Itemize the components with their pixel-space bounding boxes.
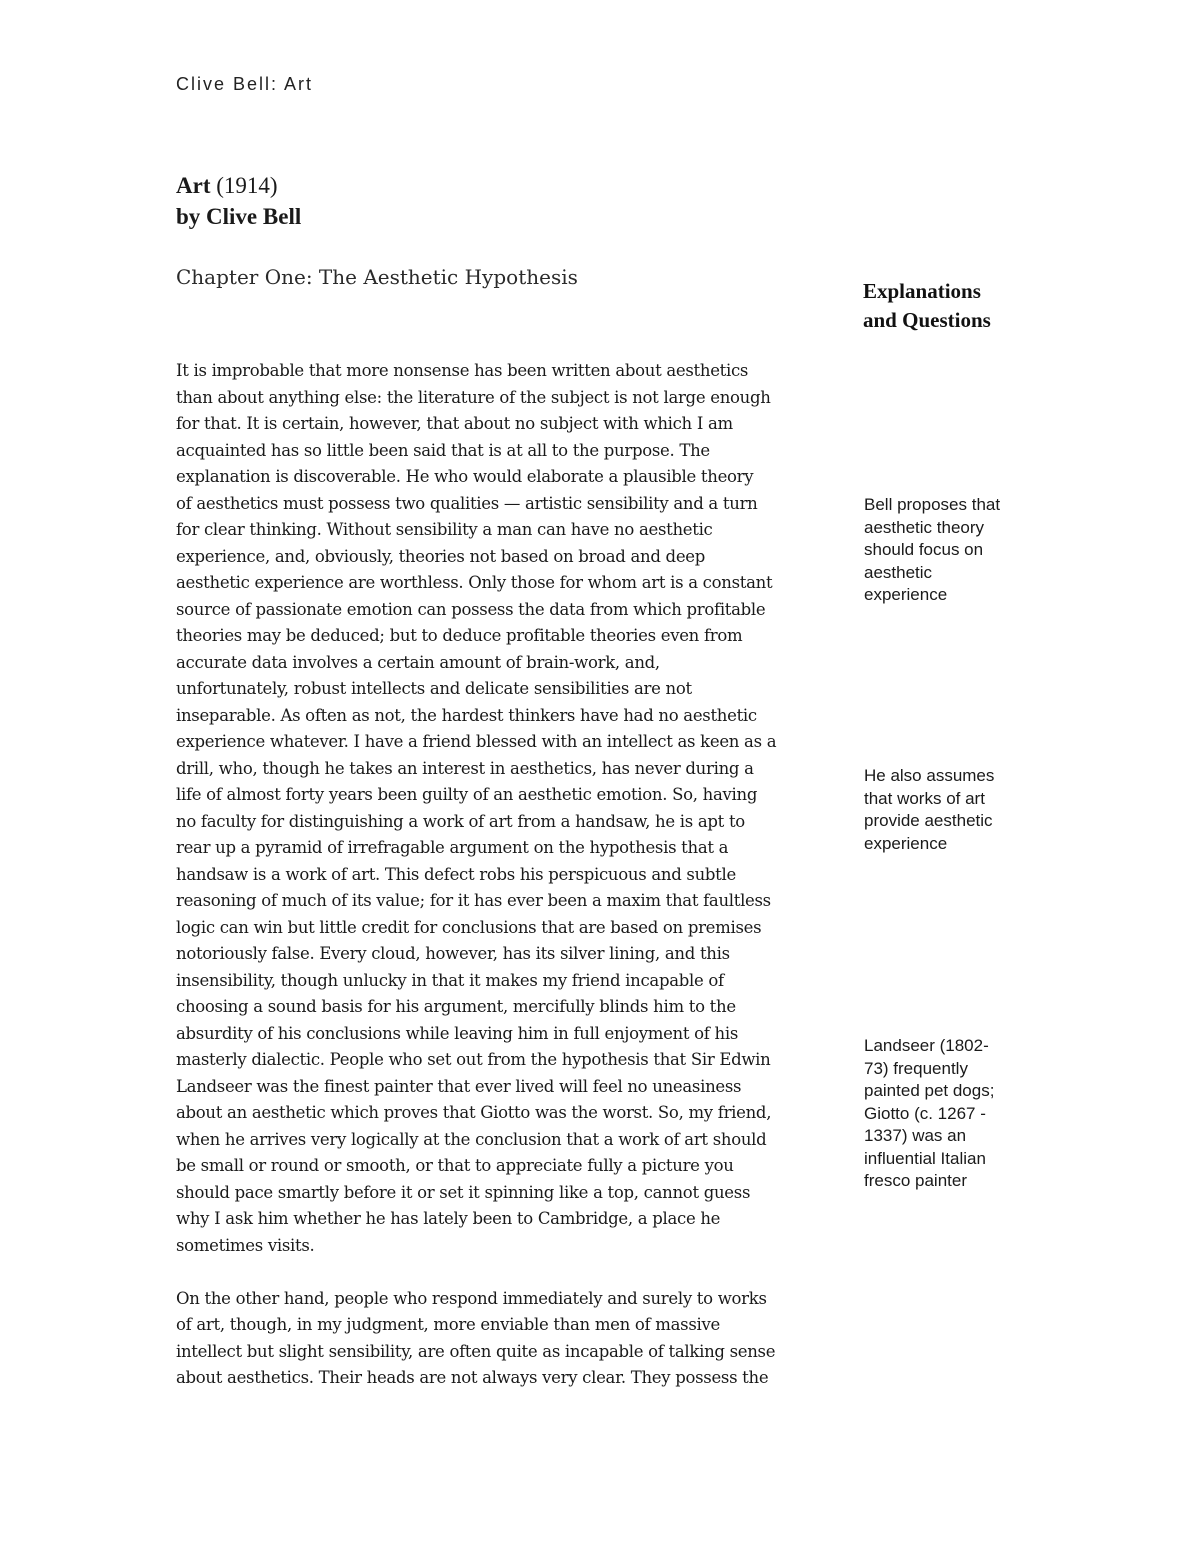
byline xyxy=(176,201,301,232)
main-text xyxy=(176,358,826,1392)
note-line: Bell proposes that xyxy=(864,495,1001,514)
text-line: of art, though, in my judgment, more enviable than men of massive xyxy=(176,1315,720,1334)
text-line: explanation is discoverable. He who would elaborate a plausible theory xyxy=(176,467,754,486)
margin-note-2 xyxy=(864,765,1044,855)
text-line: source of passionate emotion can possess the data from which profitable xyxy=(176,599,766,619)
text-line: intellect but slight sensibility, are often quite as incapable of talking sense xyxy=(176,1341,776,1361)
text-line: logic can win but little credit for conclusions that are based on premises xyxy=(176,917,762,937)
text-line: than about anything else: the literature of the subject is not large enough xyxy=(176,387,771,407)
text-line: insensibility, though unlucky in that it makes my friend incapable of xyxy=(176,970,724,990)
text-line: experience whatever. I have a friend blessed with an intellect as keen as a xyxy=(176,732,777,751)
margin-note-3 xyxy=(864,1035,1044,1193)
note-line: Landseer (1802- xyxy=(864,1036,989,1055)
sidebar-heading-line: Explanations xyxy=(863,279,981,303)
byline-text: by Clive Bell xyxy=(176,204,302,229)
work-year: (1914) xyxy=(216,173,278,198)
work-title: Art xyxy=(176,173,211,198)
text-line: absurdity of his conclusions while leaving him in full enjoyment of his xyxy=(176,1023,739,1043)
paragraph-1 xyxy=(176,358,826,1259)
text-line: for that. It is certain, however, that about no subject with which I am xyxy=(176,414,733,433)
text-line: rear up a pyramid of irrefragable argument on the hypothesis that a xyxy=(176,838,729,857)
text-line: drill, who, though he takes an interest in aesthetics, has never during a xyxy=(176,758,754,778)
text-line: sometimes visits. xyxy=(176,1235,315,1255)
text-line: handsaw is a work of art. This defect robs his perspicuous and subtle xyxy=(176,864,736,884)
text-line: theories may be deduced; but to deduce profitable theories even from xyxy=(176,626,743,645)
note-line: fresco painter xyxy=(864,1171,967,1190)
text-line: experience, and, obviously, theories not based on broad and deep xyxy=(176,546,706,566)
text-line: masterly dialectic. People who set out from the hypothesis that Sir Edwin xyxy=(176,1050,771,1069)
note-line: He also assumes xyxy=(864,766,995,785)
text-line: acquainted has so little been said that is at all to the purpose. The xyxy=(176,440,710,460)
margin-note-1 xyxy=(864,494,1044,607)
note-line: 73) frequently xyxy=(864,1058,968,1078)
text-line: be small or round or smooth, or that to appreciate fully a picture you xyxy=(176,1156,734,1175)
note-line: provide aesthetic xyxy=(864,811,993,830)
note-line: 1337) was an xyxy=(864,1126,967,1145)
note-line: painted pet dogs; xyxy=(864,1081,995,1100)
note-line: aesthetic theory xyxy=(864,517,985,537)
text-line: inseparable. As often as not, the hardest thinkers have had no aesthetic xyxy=(176,705,757,725)
text-line: about an aesthetic which proves that Giotto was the worst. So, my friend, xyxy=(176,1103,772,1122)
text-line: aesthetic experience are worthless. Only those for whom art is a constant xyxy=(176,573,773,592)
text-line: reasoning of much of its value; for it has ever been a maxim that faultless xyxy=(176,891,771,910)
sidebar-heading xyxy=(863,277,991,335)
note-line: should focus on xyxy=(864,540,984,559)
text-line: life of almost forty years been guilty of an aesthetic emotion. So, having xyxy=(176,785,758,804)
sidebar-heading-line: and Questions xyxy=(863,308,991,332)
text-line: no faculty for distinguishing a work of art from a handsaw, he is apt to xyxy=(176,811,745,831)
note-line: experience xyxy=(864,585,948,604)
text-line: notoriously false. Every cloud, however, has its silver lining, and this xyxy=(176,944,730,963)
note-line: influential Italian xyxy=(864,1148,986,1168)
note-line: aesthetic xyxy=(864,562,933,582)
note-line: that works of art xyxy=(864,788,985,808)
text-line: when he arrives very logically at the conclusion that a work of art should xyxy=(176,1129,767,1149)
paragraph-2 xyxy=(176,1286,826,1392)
text-line: accurate data involves a certain amount of brain-work, and, xyxy=(176,652,660,672)
title-block xyxy=(176,170,301,232)
note-line: Giotto (c. 1267 - xyxy=(864,1103,986,1123)
note-line: experience xyxy=(864,833,948,853)
text-line: Landseer was the finest painter that ever lived will feel no uneasiness xyxy=(176,1076,742,1096)
text-line: of aesthetics must possess two qualities — artistic sensibility and a turn xyxy=(176,493,758,513)
text-line: for clear thinking. Without sensibility a man can have no aesthetic xyxy=(176,520,713,539)
chapter-title: Chapter One: The Aesthetic Hypothesis xyxy=(176,265,578,289)
running-header: Clive Bell: Art xyxy=(176,74,314,94)
text-line: should pace smartly before it or set it spinning like a top, cannot guess xyxy=(176,1182,751,1202)
text-line: It is improbable that more nonsense has been written about aesthetics xyxy=(176,361,749,380)
text-line: On the other hand, people who respond immediately and surely to works xyxy=(176,1288,767,1308)
work-title-line xyxy=(176,170,301,201)
text-line: unfortunately, robust intellects and delicate sensibilities are not xyxy=(176,679,692,698)
text-line: why I ask him whether he has lately been to Cambridge, a place he xyxy=(176,1209,721,1228)
text-line: choosing a sound basis for his argument, mercifully blinds him to the xyxy=(176,997,736,1016)
text-line: about aesthetics. Their heads are not always very clear. They possess the xyxy=(176,1368,769,1387)
